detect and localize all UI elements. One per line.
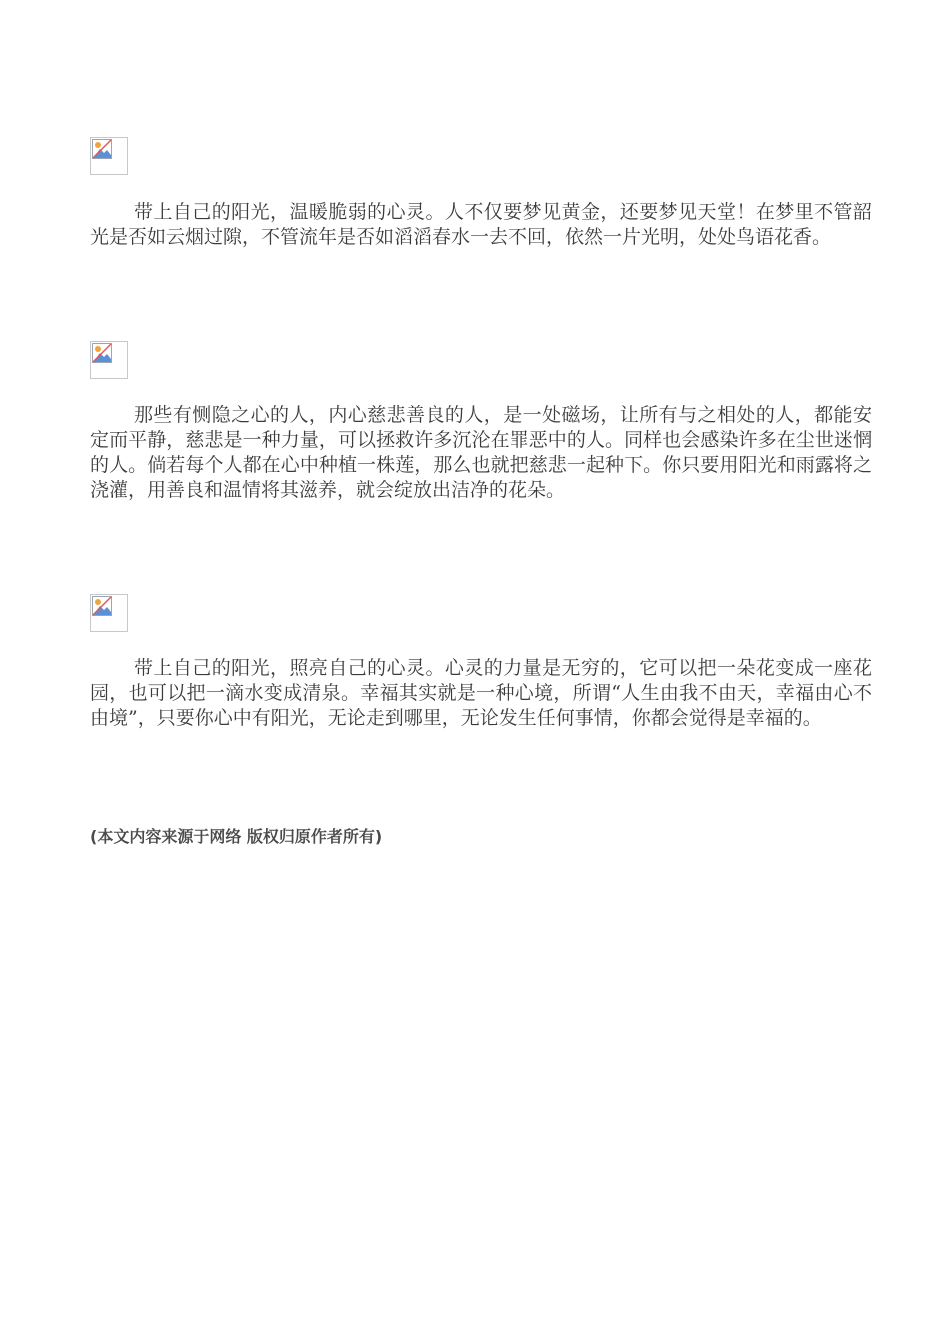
broken-image-icon: [90, 341, 128, 379]
paragraph-1: 带上自己的阳光，温暖脆弱的心灵。人不仅要梦见黄金，还要梦见天堂！在梦里不管韶光是否如云烟过隙，不管流年是否如滔滔春水一去不回，依然一片光明，处处鸟语花香。: [90, 201, 872, 248]
broken-image-icon: [90, 594, 128, 632]
paragraph-3: 带上自己的阳光，照亮自己的心灵。心灵的力量是无穷的，它可以把一朵花变成一座花园，也可以把一滴水变成清泉。幸福其实就是一种心境，所谓“人生由我不由天，幸福由心不由境”，只要你心中有阳光，无论走到哪里，无论发生任何事情，你都会觉得是幸福的。: [90, 657, 872, 729]
broken-image-icon: [90, 137, 128, 175]
source-note: (本文内容来源于网络 版权归原作者所有): [90, 827, 383, 846]
paragraph-2: 那些有恻隐之心的人，内心慈悲善良的人，是一处磁场，让所有与之相处的人，都能安定而平静，慈悲是一种力量，可以拯救许多沉沦在罪恶中的人。同样也会感染许多在尘世迷惘的人。倘若每个人都在心中种植一株莲，那么也就把慈悲一起种下。你只要用阳光和雨露将之浇灌，用善良和温情将其滋养，就会绽放出洁净的花朵。: [90, 404, 872, 501]
